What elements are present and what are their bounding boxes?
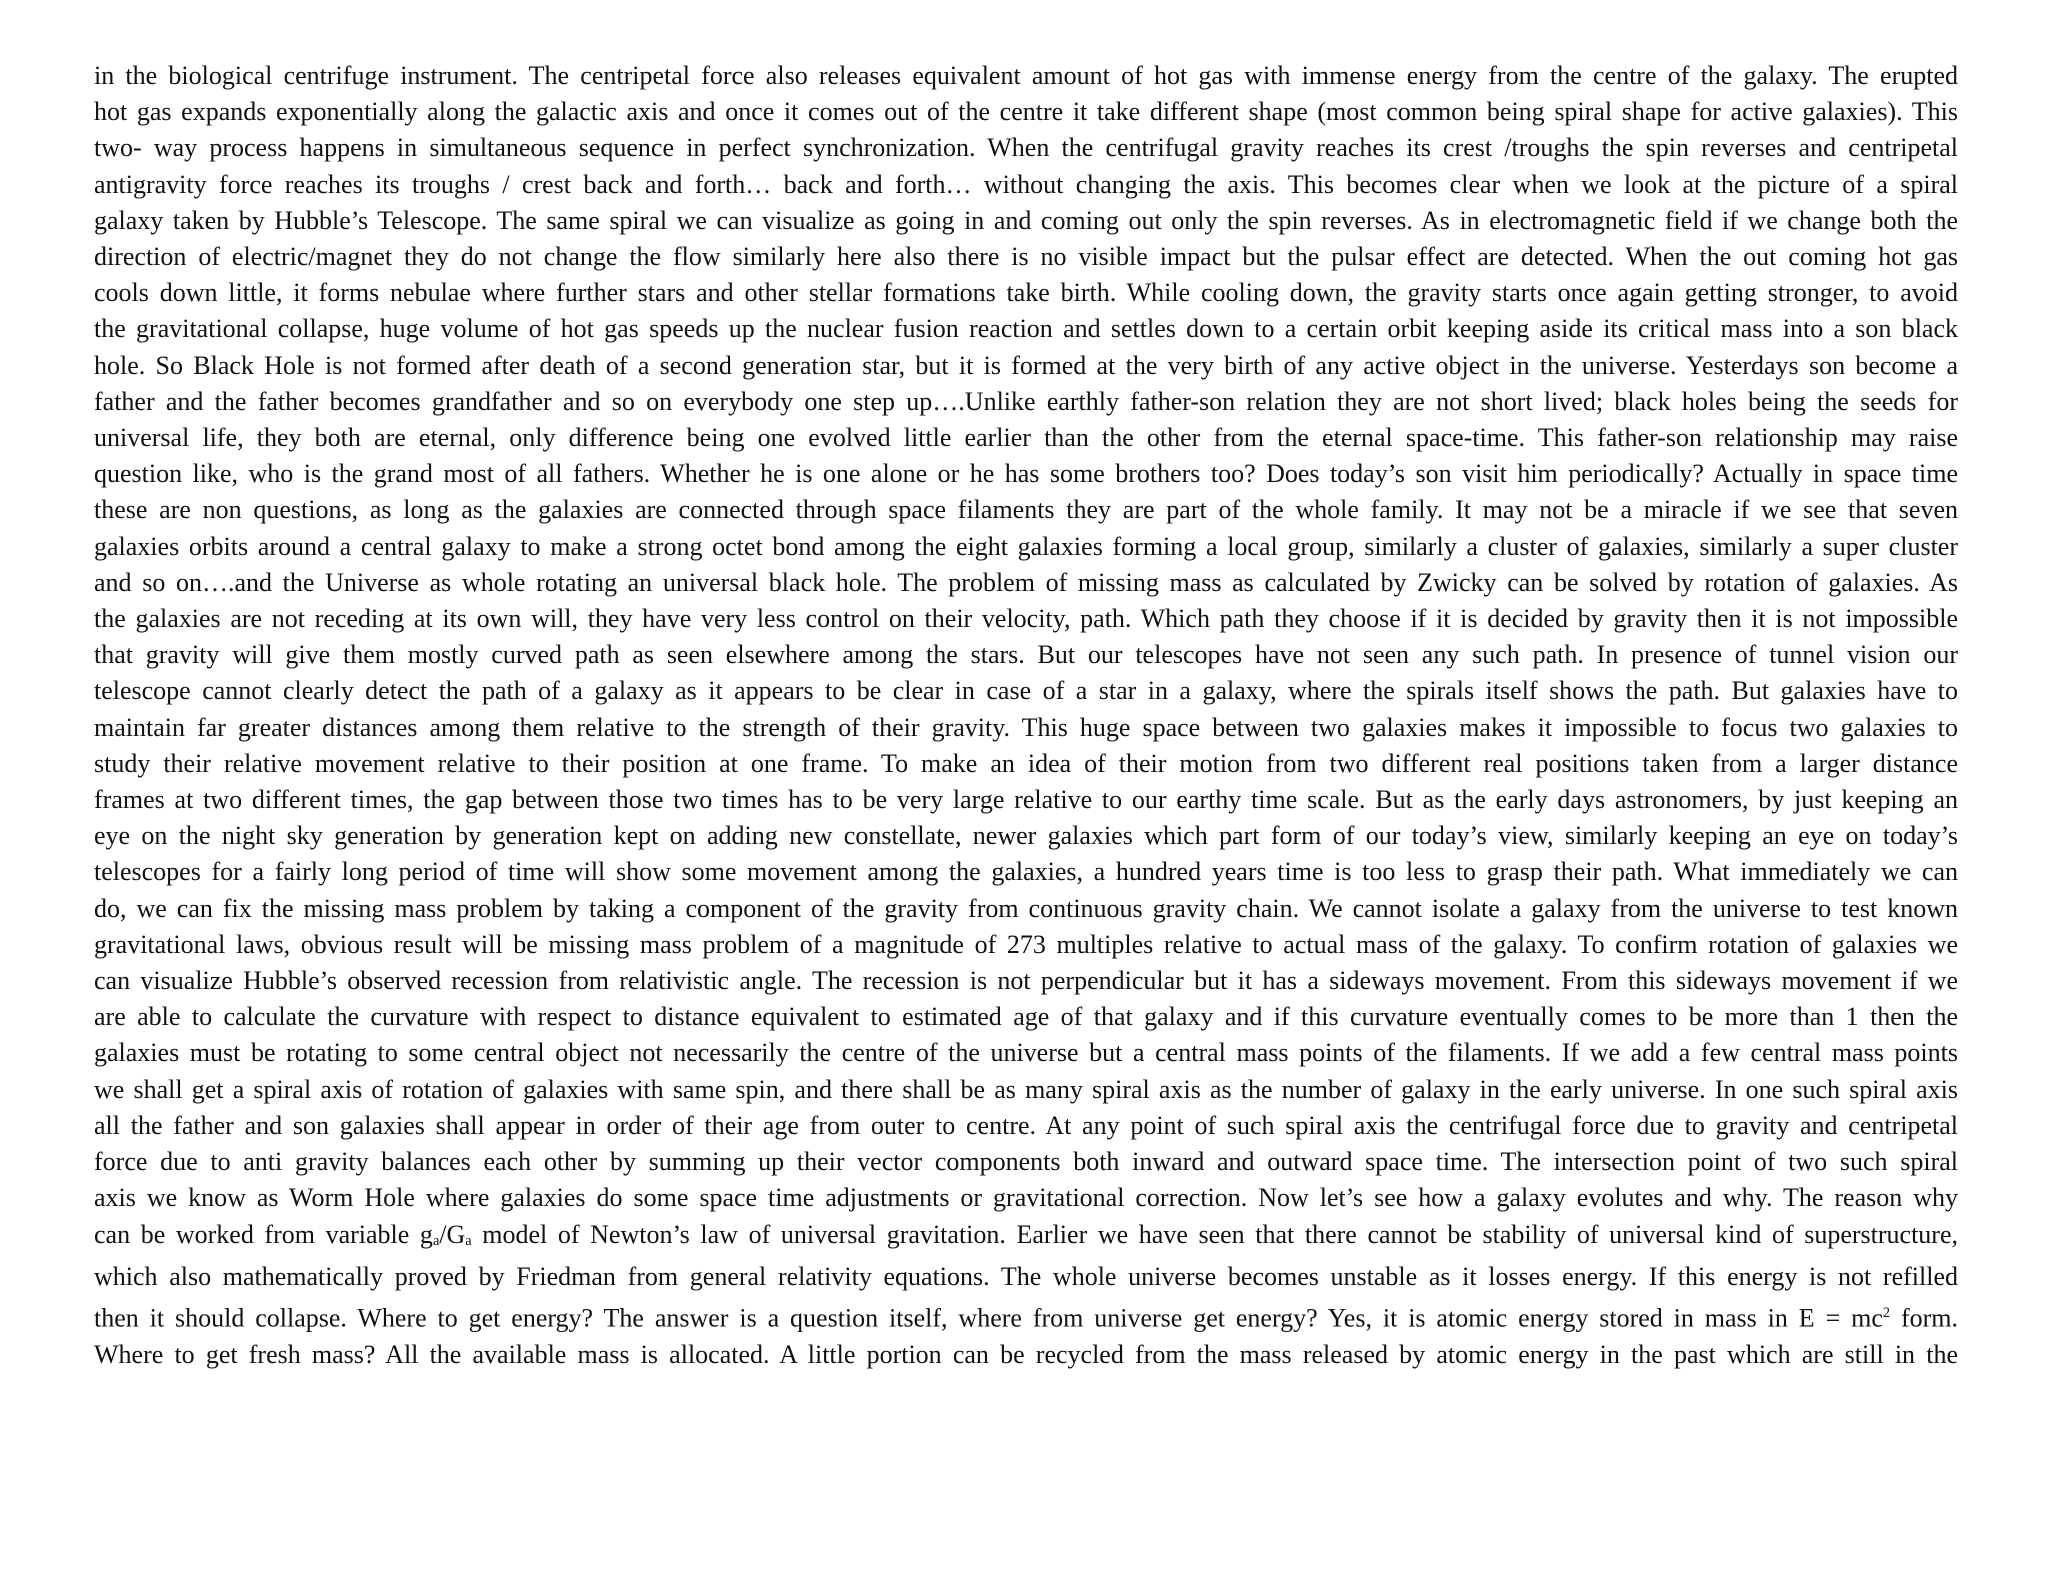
text-line: that gravity will give them mostly curved path as seen elsewhere among the stars. But our telescopes have not seen any such path. In presence of tunnel vision our [94,640,1958,670]
text-line: cools down little, it forms nebulae where further stars and other stellar formations take birth. While cooling down, the gravity starts once again getting stronger, to avoid [94,278,1958,308]
text-line: hot gas expands exponentially along the galactic axis and once it comes out of the centre it take different shape (most common being spiral shape for active galaxies). This [94,97,1958,127]
text-line: telescope cannot clearly detect the path of a galaxy as it appears to be clear in case of a star in a galaxy, where the spirals itself shows the path. But galaxies have to [94,676,1958,706]
text-line: galaxy taken by Hubble’s Telescope. The same spiral we can visualize as going in and coming out only the spin reverses. As in electromagnetic field if we change both the [94,205,1958,235]
text-line: Where to get fresh mass? All the available mass is allocated. A little portion can be recycled from the mass released by atomic energy in the past which are still in the [94,1339,1958,1369]
text-line: axis we know as Worm Hole where galaxies do some space time adjustments or gravitational correction. Now let’s see how a galaxy evolutes and why. The reason why [94,1183,1958,1213]
text-line: maintain far greater distances among them relative to the strength of their gravity. This huge space between two galaxies makes it impossible to focus two galaxies to [94,712,1958,742]
text-line: eye on the night sky generation by generation kept on adding new constellate, newer galaxies which part form of our today’s view, similarly keeping an eye on today’s [94,821,1958,851]
text-line: direction of electric/magnet they do not change the flow similarly here also there is no visible impact but the pulsar effect are detected. When the out coming hot gas [94,242,1958,272]
text-line: can visualize Hubble’s observed recession from relativistic angle. The recession is not perpendicular but it has a sideways movement. From this sideways movement if we [94,966,1958,996]
text-line: antigravity force reaches its troughs / crest back and forth… back and forth… without changing the axis. This becomes clear when we look at the picture of a spiral [94,169,1958,199]
document-body [94,58,1958,1373]
text-line: telescopes for a fairly long period of time will show some movement among the galaxies, a hundred years time is too less to grasp their path. What immediately we can [94,857,1958,887]
text-line: universal life, they both are eternal, only difference being one evolved little earlier than the other from the eternal space-time. This father-son relationship may raise [94,423,1958,453]
text-line: which also mathematically proved by Friedman from general relativity equations. The whole universe becomes unstable as it losses energy. If this energy is not refilled [94,1261,1958,1291]
text-line-formula-ga-Ga [94,1217,1958,1259]
line-35-before: then it should collapse. Where to get energy? The answer is a question itself, where from universe get energy? Yes, it is atomic energy stored in mass in E = mc [94,1303,1883,1333]
text-line: study their relative movement relative to their position at one frame. To make an idea of their motion from two different real positions taken from a larger distance [94,748,1958,778]
text-line: force due to anti gravity balances each other by summing up their vector components both inward and outward space time. The intersection point of two such spiral [94,1147,1958,1177]
line-35-after: form. [1890,1303,1958,1333]
line-33-middle: /G [439,1219,466,1249]
text-line: gravitational laws, obvious result will be missing mass problem of a magnitude of 273 multiples relative to actual mass of the galaxy. To confirm rotation of galaxies we [94,929,1958,959]
text-line: all the father and son galaxies shall appear in order of their age from outer to centre. At any point of such spiral axis the centrifugal force due to gravity and centripetal [94,1110,1958,1140]
line-33-before: can be worked from variable g [94,1219,433,1249]
text-line: we shall get a spiral axis of rotation of galaxies with same spin, and there shall be as many spiral axis as the number of galaxy in the early universe. In one such spiral axis [94,1074,1958,1104]
text-line: and so on….and the Universe as whole rotating an universal black hole. The problem of missing mass as calculated by Zwicky can be solved by rotation of galaxies. As [94,567,1958,597]
text-line: father and the father becomes grandfather and so on everybody one step up….Unlike earthly father-son relation they are not short lived; black holes being the seeds for [94,386,1958,416]
text-line: the galaxies are not receding at its own will, they have very less control on their velocity, path. Which path they choose if it is decided by gravity then it is not impossible [94,604,1958,634]
subscript-a: a [432,1232,440,1249]
text-line: do, we can fix the missing mass problem by taking a component of the gravity from continuous gravity chain. We cannot isolate a galaxy from the universe to test known [94,893,1958,923]
text-line: galaxies must be rotating to some central object not necessarily the centre of the universe but a central mass points of the filaments. If we add a few central mass points [94,1038,1958,1068]
superscript-2: 2 [1882,1305,1891,1322]
text-line: question like, who is the grand most of all fathers. Whether he is one alone or he has some brothers too? Does today’s son visit him periodically? Actually in space time [94,459,1958,489]
text-line: galaxies orbits around a central galaxy to make a strong octet bond among the eight galaxies forming a local group, similarly a cluster of galaxies, similarly a super cluster [94,531,1958,561]
subscript-a: a [465,1232,472,1249]
text-line: are able to calculate the curvature with respect to distance equivalent to estimated age of that galaxy and if this curvature eventually comes to be more than 1 then the [94,1002,1958,1032]
text-line: frames at two different times, the gap between those two times has to be very large relative to our earthy time scale. But as the early days astronomers, by just keeping an [94,785,1958,815]
text-line: hole. So Black Hole is not formed after death of a second generation star, but it is formed at the very birth of any active object in the universe. Yesterdays son become a [94,350,1958,380]
text-line: these are non questions, as long as the galaxies are connected through space filaments they are part of the whole family. It may not be a miracle if we see that seven [94,495,1958,525]
line-33-after: model of Newton’s law of universal gravitation. Earlier we have seen that there cannot be stability of universal kind of superstructure, [471,1219,1958,1249]
text-line-formula-emc2 [94,1295,1958,1336]
text-line: the gravitational collapse, huge volume of hot gas speeds up the nuclear fusion reaction and settles down to a certain orbit keeping aside its critical mass into a son black [94,314,1958,344]
text-line: two- way process happens in simultaneous sequence in perfect synchronization. When the centrifugal gravity reaches its crest /troughs the spin reverses and centripetal [94,133,1958,163]
text-line: in the biological centrifuge instrument. The centripetal force also releases equivalent amount of hot gas with immense energy from the centre of the galaxy. The erupted [94,61,1958,90]
